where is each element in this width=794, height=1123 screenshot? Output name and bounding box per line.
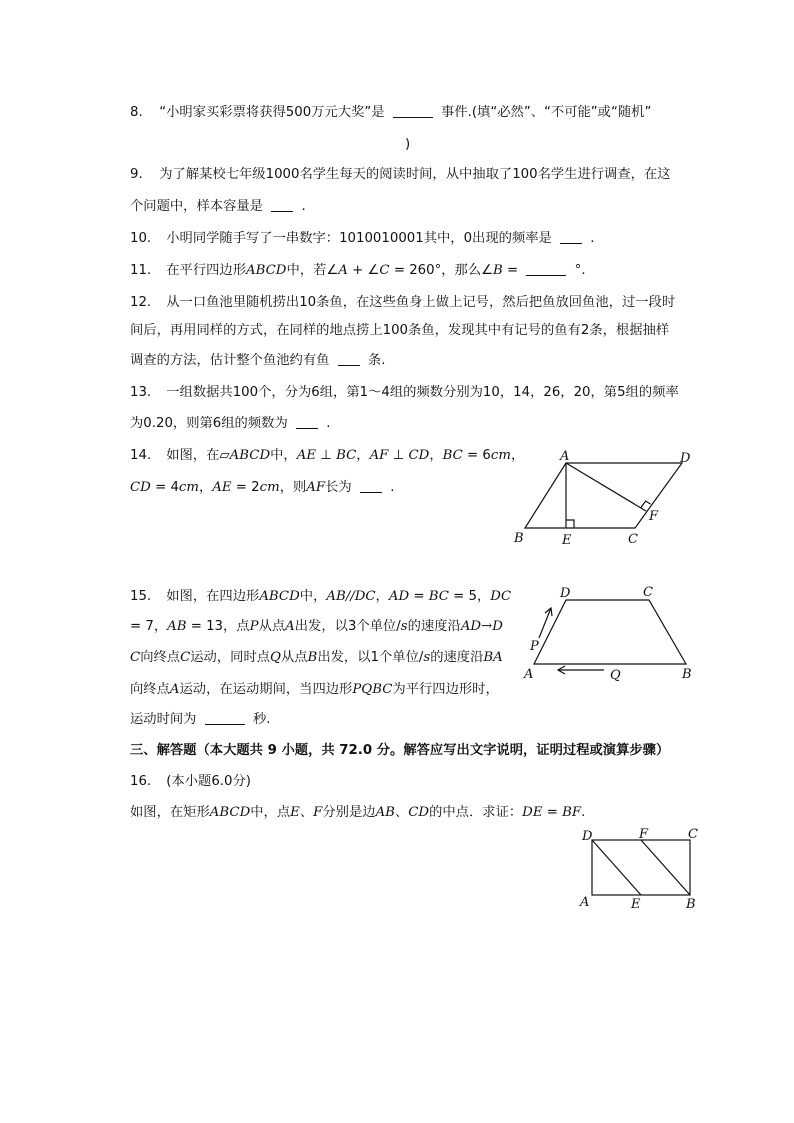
q15-l3-e: 的速度沿	[430, 650, 484, 665]
q13-line2	[130, 415, 330, 433]
q14-cm2: cm	[178, 480, 199, 495]
q15-b: B	[307, 650, 318, 665]
q14-label-a: A	[560, 449, 570, 464]
q13-line2-text-a: 为0.20，则第6组的频数为	[130, 416, 288, 431]
q15-l3-d: 出发，以1个单位/	[317, 650, 424, 665]
q16-t6: 的中点．求证：	[429, 805, 523, 820]
q15-ad-arrow: AD→D	[460, 619, 503, 634]
q15-l4-c: 为平行四边形时，	[392, 682, 499, 697]
q15-ab-dc: AB//DC	[326, 589, 376, 604]
q14-comma2: ，	[429, 448, 443, 463]
q9-number: 9.	[130, 167, 143, 182]
q16-abcd: ABCD	[209, 805, 251, 820]
q16-label-f: F	[639, 827, 649, 842]
q11-answer-blank[interactable]	[526, 262, 566, 276]
q14-label-b: B	[514, 531, 524, 546]
q16-t7: =	[542, 805, 563, 820]
q12-line1	[130, 294, 675, 312]
q13-number: 13.	[130, 385, 152, 400]
q16-t2: 中，点	[250, 805, 291, 820]
q12-line1-text: 从一口鱼池里随机捞出10条鱼，在这些鱼身上做上记号，然后把鱼放回鱼池，过一段时	[166, 295, 676, 310]
q15-label-b: B	[682, 667, 692, 682]
q15-pqbc: PQBC	[352, 682, 393, 697]
q16-t8: .	[581, 805, 586, 820]
q12-number: 12.	[130, 295, 152, 310]
q14-label-f: F	[649, 509, 659, 524]
q15-q: Q	[270, 650, 281, 665]
q8-number: 8.	[130, 105, 143, 120]
q16-label-a: A	[580, 895, 590, 910]
q15-ad: AD	[388, 589, 410, 604]
q15-ba: BA	[483, 650, 503, 665]
q12-line3-text-b: 条.	[367, 353, 386, 368]
q16-segment-de	[592, 840, 641, 895]
q8-text-b: 事件.(填“必然”、“不可能”或“随机”	[441, 105, 652, 120]
q12-answer-blank[interactable]	[338, 352, 360, 366]
q15-l1-a: 如图，在四边形	[166, 589, 260, 604]
q15-line3	[130, 649, 503, 667]
section3-text-b: 小题，共	[281, 743, 335, 758]
q11-text-d: °.	[574, 263, 586, 278]
q14-label-e: E	[562, 533, 572, 548]
q15-dc: DC	[490, 589, 512, 604]
q12-line2	[130, 322, 669, 340]
q8-line1	[130, 104, 651, 122]
q11-abcd: ABCD	[246, 263, 287, 278]
q14-perp2: ⊥	[388, 448, 409, 463]
section3-text-c: 分。解答应写出文字说明，证明过程或演算步骤）	[376, 743, 670, 758]
q16-figure	[578, 826, 708, 916]
q16-label-d: D	[582, 829, 593, 844]
q15-l2-a: = 7，	[130, 619, 168, 634]
q9-line1-text: 为了解某校七年级1000名学生每天的阅读时间，从中抽取了100名学生进行调查，在这	[159, 167, 671, 182]
q13-answer-blank[interactable]	[296, 415, 318, 429]
q15-l5-b: 秒.	[252, 712, 271, 727]
q14-segment-af	[566, 463, 646, 511]
q15-trapezoid	[534, 600, 686, 664]
q15-l2-d: 出发，以3个单位/	[294, 619, 401, 634]
q14-t5: .	[390, 480, 395, 495]
q9-line2-text-b: .	[301, 199, 306, 214]
q9-answer-blank[interactable]	[271, 198, 293, 212]
q14-right-angle-e	[566, 520, 574, 528]
q15-number: 15.	[130, 589, 152, 604]
q15-ab: AB	[167, 619, 187, 634]
q15-line1	[130, 588, 511, 606]
q15-p: P	[249, 619, 259, 634]
q16-score: (本小题6.0分)	[166, 774, 251, 789]
q12-line3-text-a: 调查的方法，估计整个鱼池约有鱼	[130, 353, 330, 368]
q9-line2	[130, 198, 306, 216]
q11-eq: =	[502, 263, 523, 278]
q16-ab: AB	[375, 805, 395, 820]
q8-text-a: “小明家买彩票将获得500万元大奖”是	[159, 105, 385, 120]
q16-de: DE	[522, 805, 543, 820]
section3-heading	[130, 742, 669, 760]
q8-line2	[405, 136, 410, 154]
q16-f: F	[313, 805, 323, 820]
q14-cd2: CD	[130, 480, 151, 495]
q14-t2: 中，	[270, 448, 297, 463]
q11-text-b: 中，若∠	[286, 263, 339, 278]
q16-label-b: B	[686, 897, 696, 912]
q14-eq1: = 6	[462, 448, 491, 463]
q16-t5: 、	[394, 805, 409, 820]
q9-line2-text-a: 个问题中，样本容量是	[130, 199, 263, 214]
q15-answer-blank[interactable]	[205, 711, 245, 725]
q15-a: A	[285, 619, 295, 634]
q15-l1-e: = 5，	[448, 589, 491, 604]
q14-comma: ，	[356, 448, 370, 463]
q14-label-c: C	[628, 532, 638, 547]
section3-count: 9	[262, 743, 282, 758]
q14-bc: BC	[336, 448, 357, 463]
q15-l4-b: 运动，在运动期间，当四边形	[179, 682, 353, 697]
q13-line1-text: 一组数据共100个，分为6组，第1～4组的频数分别为10，14，26，20，第5组的频率	[166, 385, 679, 400]
q11-plus: + ∠	[347, 263, 380, 278]
q14-answer-blank[interactable]	[360, 479, 382, 493]
q16-t3: 、	[299, 805, 314, 820]
q16-t4: 分别是边	[322, 805, 376, 820]
q15-c2: C	[180, 650, 191, 665]
q15-label-q: Q	[610, 668, 621, 683]
q15-label-a: A	[524, 667, 534, 682]
q10-answer-blank[interactable]	[560, 230, 582, 244]
q8-text-c: )	[405, 137, 411, 152]
q16-cd: CD	[408, 805, 430, 820]
q10-line	[130, 230, 595, 248]
q11-angle-a: A	[338, 263, 348, 278]
q15-label-p: P	[530, 639, 539, 654]
q16-line2	[130, 804, 585, 822]
q14-ae: AE	[296, 448, 317, 463]
q14-af: AF	[369, 448, 389, 463]
q12-line2-text: 间后，再用同样的方式，在同样的地点捞上100条鱼，发现其中有记号的鱼有2条，根据抽样	[130, 323, 670, 338]
q15-a2: A	[169, 682, 180, 697]
q10-number: 10.	[130, 231, 152, 246]
q16-bf: BF	[562, 805, 582, 820]
q11-line	[130, 262, 586, 280]
q15-line5	[130, 711, 270, 729]
q15-bc: BC	[428, 589, 449, 604]
q15-c: C	[130, 650, 141, 665]
q15-label-c: C	[643, 585, 653, 600]
q14-line1	[130, 447, 524, 465]
q12-line3	[130, 352, 385, 370]
q15-line4	[130, 681, 499, 699]
q10-text-b: .	[590, 231, 595, 246]
q15-l3-b: 运动，同时点	[190, 650, 271, 665]
q15-figure	[520, 582, 710, 682]
section3-score: 72.0	[334, 743, 377, 758]
q14-eq2: = 4	[150, 480, 179, 495]
q14-cm1: cm	[490, 448, 511, 463]
q11-angle-c: C	[379, 263, 390, 278]
q14-parallelogram	[525, 463, 682, 528]
q15-l3-a: 向终点	[140, 650, 181, 665]
q9-line1	[130, 166, 671, 184]
q16-rectangle	[592, 840, 690, 895]
q11-text-c: = 260°，那么∠	[389, 263, 494, 278]
q13-line2-text-b: .	[326, 416, 331, 431]
q14-perp: ⊥	[316, 448, 337, 463]
q15-l2-b: = 13，点	[186, 619, 250, 634]
q15-l4-a: 向终点	[130, 682, 170, 697]
q15-s2: s	[423, 650, 431, 665]
q15-label-d: D	[560, 586, 571, 601]
q14-cm3: cm	[259, 480, 280, 495]
q16-label-c: C	[688, 827, 698, 842]
q15-l2-e: 的速度沿	[407, 619, 461, 634]
q16-t1: 如图，在矩形	[130, 805, 210, 820]
q15-l2-c: 从点	[258, 619, 286, 634]
q14-comma4: ，	[198, 480, 213, 495]
q14-figure	[510, 448, 710, 548]
q15-l3-c: 从点	[280, 650, 308, 665]
q11-text-a: 在平行四边形	[166, 263, 247, 278]
q14-af2: AF	[306, 480, 326, 495]
q14-label-d: D	[680, 451, 691, 466]
q14-t4: 长为	[325, 480, 352, 495]
q14-t3: ，则	[279, 480, 307, 495]
q16-line1	[130, 773, 251, 791]
q14-number: 14.	[130, 448, 152, 463]
q15-line2	[130, 618, 503, 636]
q15-l1-c: ，	[375, 589, 389, 604]
q14-abcd: ABCD	[229, 448, 271, 463]
q15-l1-b: 中，	[299, 589, 327, 604]
q11-angle-b: B	[493, 263, 503, 278]
q16-e: E	[290, 805, 300, 820]
q14-bc2: BC	[442, 448, 463, 463]
q14-t1: 如图，在▱	[166, 448, 230, 463]
q16-segment-bf	[641, 840, 690, 895]
q8-answer-blank[interactable]	[393, 104, 433, 118]
q13-line1	[130, 384, 679, 402]
q16-label-e: E	[631, 897, 641, 912]
q14-cd: CD	[408, 448, 430, 463]
q10-text-a: 小明同学随手写了一串数字：1010010001其中，0出现的频率是	[166, 231, 552, 246]
q14-ae2: AE	[212, 480, 232, 495]
q14-line2	[130, 479, 394, 497]
section3-text-a: 三、解答题（本大题共	[130, 743, 263, 758]
q15-s: s	[400, 619, 408, 634]
q16-number: 16.	[130, 774, 152, 789]
q14-right-angle-f	[641, 501, 651, 508]
q11-number: 11.	[130, 263, 152, 278]
q15-l5-a: 运动时间为	[130, 712, 197, 727]
q14-eq3: = 2	[231, 480, 260, 495]
q15-abcd: ABCD	[259, 589, 300, 604]
q14-comma3: ，	[510, 448, 525, 463]
q15-l1-d: =	[409, 589, 429, 604]
